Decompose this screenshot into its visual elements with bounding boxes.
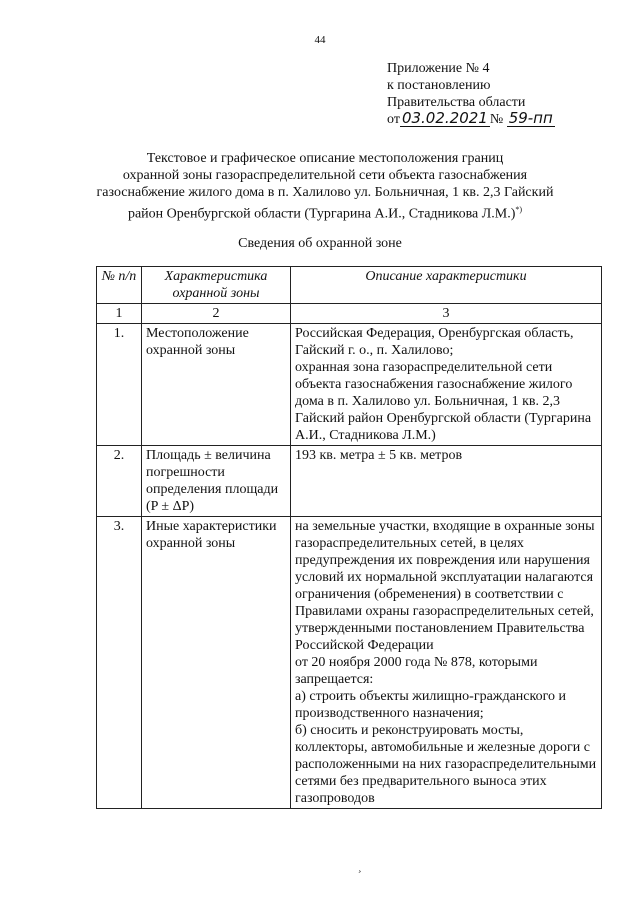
column-number: 1	[97, 304, 142, 324]
table-header-row	[97, 267, 602, 304]
title-line-4-wrap	[90, 201, 560, 223]
header-description: Описание характеристики	[291, 267, 602, 304]
appendix-line-2: к постановлению	[387, 78, 491, 93]
title-line-2: охранной зоны газораспределительной сети объекта газоснабжения	[122, 168, 528, 183]
row-characteristic: Площадь ± величина погрешности определения площади (P ± ΔP)	[142, 446, 291, 517]
page-mark: ¸	[358, 862, 362, 873]
row-number: 2.	[97, 446, 142, 517]
column-number: 2	[142, 304, 291, 324]
row-number: 3.	[97, 517, 142, 809]
appendix-line-3: Правительства области	[387, 95, 526, 110]
document-title	[90, 150, 560, 223]
table-row	[97, 517, 602, 809]
appendix-block	[387, 60, 555, 128]
column-number: 3	[291, 304, 602, 324]
section-heading: Сведения об охранной зоне	[238, 236, 402, 251]
footnote-mark: *)	[515, 205, 523, 214]
handwritten-date: 03.02.2021	[401, 109, 488, 127]
title-line-1: Текстовое и графическое описание местоположения границ	[146, 151, 504, 166]
table-row	[97, 446, 602, 517]
header-characteristic: Характеристика охранной зоны	[142, 267, 291, 304]
handwritten-number: 59-пп	[508, 109, 553, 127]
date-prefix: от	[387, 112, 400, 127]
row-number: 1.	[97, 324, 142, 446]
page-number: 44	[314, 34, 326, 46]
zone-info-table	[96, 266, 602, 809]
appendix-date-line	[387, 111, 555, 128]
number-prefix: №	[489, 112, 504, 127]
row-description: 193 кв. метра ± 5 кв. метров	[291, 446, 602, 517]
header-number: № п/п	[97, 267, 142, 304]
row-description: Российская Федерация, Оренбургская область, Гайский г. о., п. Халилово; охранная зона газораспределительной сети объекта газоснабжения газоснабжение жилого дома в п. Халилово ул. Больничная, 1 кв. 2,3 Гайский район Оренбургской области (Тургарина А.И., Стадникова Л.М.)	[291, 324, 602, 446]
title-line-4: район Оренбургской области (Тургарина А.И., Стадникова Л.М.)	[127, 206, 516, 222]
table-row	[97, 324, 602, 446]
row-description: на земельные участки, входящие в охранные зоны газораспределительных сетей, в целях предупреждения их повреждения или нарушения условий их нормальной эксплуатации налагаются ограничения (обременения) в соответствии с Правилами охраны газораспределительных сетей, утвержденными постановлением Правительства Российской Федерации от 20 ноября 2000 года № 878, которыми запрещается: а) строить объекты жилищно-гражданского и производственного назначения; б) сносить и реконструировать мосты, коллекторы, автомобильные и железные дороги с расположенными на них газораспределительными сетями без предварительного выноса этих газопроводов	[291, 517, 602, 809]
row-characteristic: Местоположение охранной зоны	[142, 324, 291, 446]
column-number-row	[97, 304, 602, 324]
title-line-3: газоснабжение жилого дома в п. Халилово ул. Больничная, 1 кв. 2,3 Гайский	[96, 185, 554, 200]
row-characteristic: Иные характеристики охранной зоны	[142, 517, 291, 809]
appendix-line-1: Приложение № 4	[387, 61, 490, 76]
